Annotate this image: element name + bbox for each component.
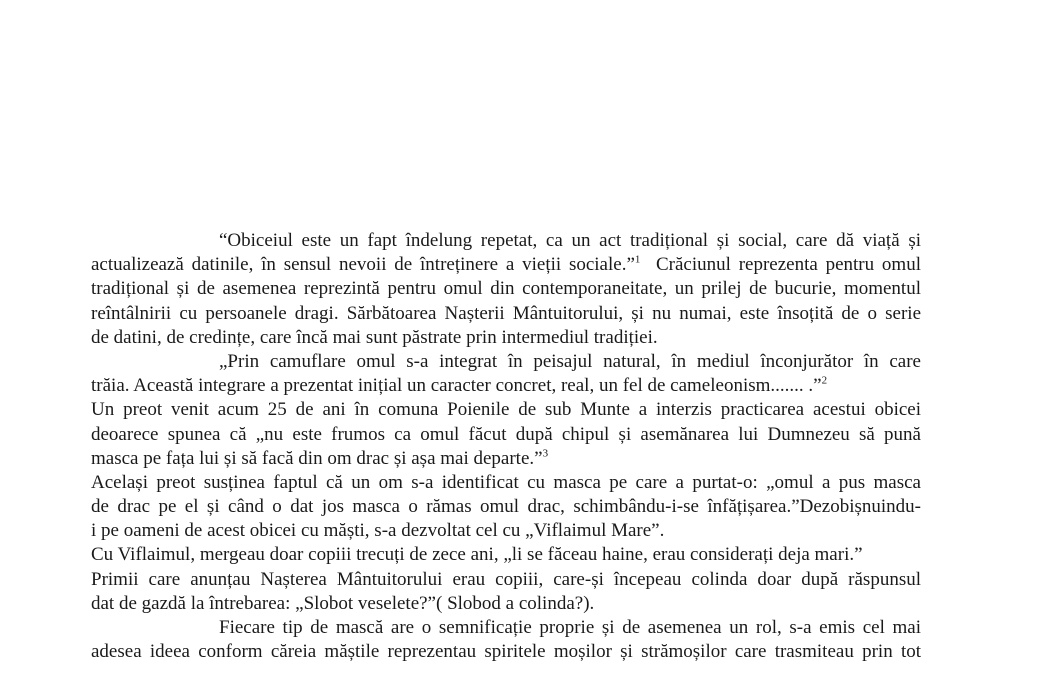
text-line-content: i pe oameni de acest obicei cu măști, s-a dezvoltat cel cu „Viflaimul Mare”. [91,520,665,542]
text-line-2 [91,253,921,277]
footnote-marker: 2 [821,374,828,387]
text-line-12 [91,495,921,519]
text-line-3 [91,277,921,301]
text-line-content: trăia. Această integrare a prezentat inițial un caracter concret, real, un fel de cameleonism....... .” [91,375,822,397]
text-line-11 [91,471,921,495]
footnote-marker: 1 [634,253,641,266]
text-line-content: Același preot susținea faptul că un om s-a identificat cu masca pe care a purtat-o: „omul a pus masca [91,471,921,493]
text-line-4 [91,302,921,326]
text-line-content: Primii care anunțau Nașterea Mântuitorului erau copiii, care-și începeau colinda doar după răspunsul [91,568,921,590]
text-line-5 [91,326,921,350]
text-line-6 [91,350,921,374]
text-line-content: “Obiceiul este un fapt îndelung repetat, ca un act tradițional și social, care dă viață și [219,230,921,251]
text-line-10 [91,447,921,471]
text-line-content: dat de gazdă la întrebarea: „Slobot veselete?”( Slobod a colinda?). [91,592,595,614]
text-line-continuation: Crăciunul reprezenta pentru omul [640,254,921,276]
text-line-content: actualizează datinile, în sensul nevoii de întreținere a vieții sociale.” [91,254,635,276]
text-line-content: masca pe fața lui și să facă din om drac și așa mai departe.” [91,447,543,469]
text-line-7 [91,374,921,398]
text-line-content: tradițional și de asemenea reprezintă pentru omul din contemporaneitate, un prilej de bucurie, momentul [91,278,921,300]
text-line-13 [91,519,921,543]
text-line-content: deoarece spunea că „nu este frumos ca omul făcut după chipul și asemănarea lui Dumnezeu să pună [91,423,921,445]
text-line-8 [91,398,921,422]
text-line-16 [91,592,921,616]
text-line-content: reîntâlnirii cu persoanele dragi. Sărbătoarea Nașterii Mântuitorului, și nu numai, este însoțită de o serie [91,302,921,324]
text-line-content: de datini, de credințe, care încă mai sunt păstrate prin intermediul tradiției. [91,326,658,348]
text-line-content: Cu Viflaimul, mergeau doar copiii trecuți de zece ani, „li se făceau haine, erau considerați deja mari.” [91,544,863,566]
text-line-content: „Prin camuflare omul s-a integrat în peisajul natural, în mediul înconjurător în care [219,350,921,372]
text-line-content: adesea ideea conform căreia măștile reprezentau spiritele moșilor și strămoșilor care trasmiteau prin tot [91,641,921,663]
text-line-15 [91,568,921,592]
text-line-content: Fiecare tip de mască are o semnificație proprie și de asemenea un rol, s-a emis cel mai [219,617,921,638]
text-line-content: Un preot venit acum 25 de ani în comuna Poienile de sub Munte a interzis practicarea acestui obicei [91,399,921,421]
footnote-marker: 3 [542,447,549,460]
text-line-17 [91,616,921,640]
text-line-content: de drac pe el și când o dat jos masca o rămas omul drac, schimbându-i-se înfățișarea.”Dezobișnuindu- [91,496,921,518]
text-line-18 [91,640,921,664]
text-line-14 [91,543,921,567]
text-line-1 [91,229,921,253]
document-body [91,229,921,664]
text-line-9 [91,423,921,447]
